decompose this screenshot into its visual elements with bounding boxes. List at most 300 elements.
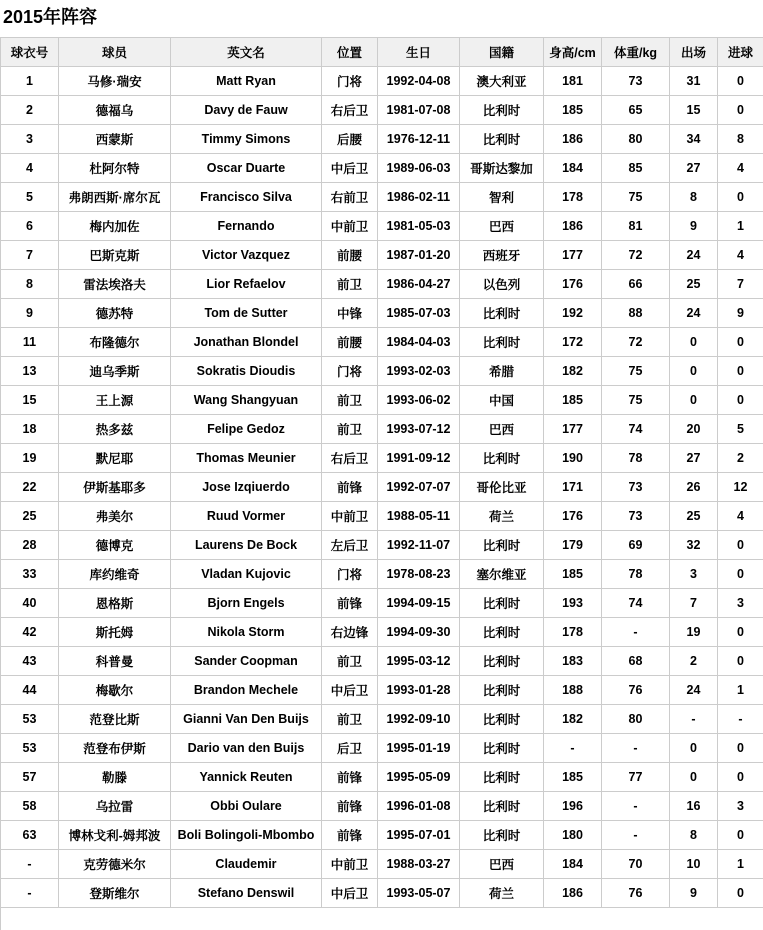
cell-birthday: 1988-03-27	[378, 850, 460, 879]
cell-weight_kg: 68	[602, 647, 670, 676]
cell-nationality: 比利时	[460, 328, 544, 357]
cell-weight_kg: -	[602, 821, 670, 850]
cell-height_cm: 178	[544, 618, 602, 647]
cell-weight_kg: 70	[602, 850, 670, 879]
cell-nationality: 比利时	[460, 821, 544, 850]
cell-height_cm: 192	[544, 299, 602, 328]
empty-cell	[1, 908, 763, 930]
cell-player: 科普曼	[59, 647, 171, 676]
cell-height_cm: 190	[544, 444, 602, 473]
cell-nationality: 比利时	[460, 125, 544, 154]
cell-appearances: 0	[670, 386, 718, 415]
cell-english_name: Sokratis Dioudis	[171, 357, 322, 386]
cell-number: 43	[1, 647, 59, 676]
cell-birthday: 1995-01-19	[378, 734, 460, 763]
cell-height_cm: 176	[544, 502, 602, 531]
table-row	[1, 705, 763, 734]
cell-height_cm: 185	[544, 763, 602, 792]
cell-goals: 3	[718, 792, 763, 821]
cell-english_name: Vladan Kujovic	[171, 560, 322, 589]
cell-appearances: 34	[670, 125, 718, 154]
cell-appearances: 3	[670, 560, 718, 589]
column-header-birthday: 生日	[378, 38, 460, 67]
cell-goals: 0	[718, 647, 763, 676]
cell-goals: 0	[718, 67, 763, 96]
cell-position: 中后卫	[322, 154, 378, 183]
cell-appearances: 0	[670, 763, 718, 792]
table-row	[1, 560, 763, 589]
cell-appearances: 0	[670, 734, 718, 763]
cell-player: 登斯维尔	[59, 879, 171, 908]
cell-number: 42	[1, 618, 59, 647]
cell-height_cm: 171	[544, 473, 602, 502]
cell-goals: 5	[718, 415, 763, 444]
cell-number: 1	[1, 67, 59, 96]
cell-position: 中锋	[322, 299, 378, 328]
cell-height_cm: 185	[544, 560, 602, 589]
cell-english_name: Ruud Vormer	[171, 502, 322, 531]
cell-number: 25	[1, 502, 59, 531]
cell-position: 门将	[322, 67, 378, 96]
cell-height_cm: 196	[544, 792, 602, 821]
cell-player: 范登布伊斯	[59, 734, 171, 763]
cell-player: 德福乌	[59, 96, 171, 125]
table-row	[1, 618, 763, 647]
cell-appearances: 8	[670, 821, 718, 850]
cell-player: 马修·瑞安	[59, 67, 171, 96]
cell-height_cm: 179	[544, 531, 602, 560]
cell-appearances: 27	[670, 444, 718, 473]
table-row	[1, 183, 763, 212]
cell-position: 中前卫	[322, 502, 378, 531]
cell-weight_kg: 69	[602, 531, 670, 560]
cell-position: 前锋	[322, 763, 378, 792]
cell-number: 28	[1, 531, 59, 560]
cell-player: 杜阿尔特	[59, 154, 171, 183]
cell-height_cm: 181	[544, 67, 602, 96]
table-row	[1, 473, 763, 502]
cell-nationality: 希腊	[460, 357, 544, 386]
cell-english_name: Felipe Gedoz	[171, 415, 322, 444]
cell-nationality: 智利	[460, 183, 544, 212]
cell-height_cm: 186	[544, 125, 602, 154]
cell-goals: 0	[718, 879, 763, 908]
table-row	[1, 270, 763, 299]
table-row	[1, 792, 763, 821]
cell-birthday: 1984-04-03	[378, 328, 460, 357]
cell-birthday: 1993-07-12	[378, 415, 460, 444]
cell-birthday: 1986-02-11	[378, 183, 460, 212]
cell-height_cm: 186	[544, 879, 602, 908]
cell-weight_kg: 76	[602, 879, 670, 908]
cell-number: 5	[1, 183, 59, 212]
cell-goals: 12	[718, 473, 763, 502]
cell-birthday: 1993-01-28	[378, 676, 460, 705]
cell-goals: 0	[718, 328, 763, 357]
cell-height_cm: 186	[544, 212, 602, 241]
table-row	[1, 154, 763, 183]
cell-nationality: 比利时	[460, 299, 544, 328]
cell-height_cm: 172	[544, 328, 602, 357]
table-row	[1, 67, 763, 96]
cell-player: 勒滕	[59, 763, 171, 792]
table-row	[1, 444, 763, 473]
cell-appearances: 27	[670, 154, 718, 183]
cell-weight_kg: 73	[602, 502, 670, 531]
cell-birthday: 1992-09-10	[378, 705, 460, 734]
table-row	[1, 647, 763, 676]
cell-goals: 0	[718, 386, 763, 415]
cell-weight_kg: 80	[602, 125, 670, 154]
cell-number: 19	[1, 444, 59, 473]
cell-goals: 0	[718, 531, 763, 560]
column-header-goals: 进球	[718, 38, 763, 67]
cell-player: 梅歇尔	[59, 676, 171, 705]
cell-nationality: 比利时	[460, 618, 544, 647]
cell-birthday: 1981-05-03	[378, 212, 460, 241]
table-row	[1, 386, 763, 415]
table-row	[1, 676, 763, 705]
cell-birthday: 1986-04-27	[378, 270, 460, 299]
cell-player: 王上源	[59, 386, 171, 415]
cell-number: 53	[1, 734, 59, 763]
cell-position: 前卫	[322, 386, 378, 415]
cell-position: 前锋	[322, 821, 378, 850]
cell-height_cm: 184	[544, 154, 602, 183]
column-header-player: 球员	[59, 38, 171, 67]
cell-nationality: 比利时	[460, 763, 544, 792]
cell-weight_kg: 75	[602, 183, 670, 212]
cell-weight_kg: -	[602, 734, 670, 763]
cell-english_name: Bjorn Engels	[171, 589, 322, 618]
cell-number: -	[1, 879, 59, 908]
cell-weight_kg: 77	[602, 763, 670, 792]
cell-birthday: 1992-11-07	[378, 531, 460, 560]
cell-birthday: 1987-01-20	[378, 241, 460, 270]
cell-birthday: 1994-09-30	[378, 618, 460, 647]
cell-birthday: 1991-09-12	[378, 444, 460, 473]
cell-nationality: 以色列	[460, 270, 544, 299]
cell-birthday: 1993-05-07	[378, 879, 460, 908]
cell-number: 33	[1, 560, 59, 589]
cell-number: 15	[1, 386, 59, 415]
cell-english_name: Claudemir	[171, 850, 322, 879]
cell-player: 弗朗西斯·席尔瓦	[59, 183, 171, 212]
cell-height_cm: 184	[544, 850, 602, 879]
cell-position: 前卫	[322, 647, 378, 676]
cell-english_name: Brandon Mechele	[171, 676, 322, 705]
table-row	[1, 212, 763, 241]
cell-weight_kg: 73	[602, 67, 670, 96]
cell-goals: 3	[718, 589, 763, 618]
cell-birthday: 1989-06-03	[378, 154, 460, 183]
cell-birthday: 1993-06-02	[378, 386, 460, 415]
cell-player: 德博克	[59, 531, 171, 560]
cell-weight_kg: 74	[602, 589, 670, 618]
cell-number: 2	[1, 96, 59, 125]
cell-english_name: Jose Izqiuerdo	[171, 473, 322, 502]
cell-number: 9	[1, 299, 59, 328]
cell-position: 前卫	[322, 705, 378, 734]
cell-appearances: 20	[670, 415, 718, 444]
cell-appearances: 32	[670, 531, 718, 560]
cell-goals: -	[718, 705, 763, 734]
cell-nationality: 西班牙	[460, 241, 544, 270]
cell-english_name: Jonathan Blondel	[171, 328, 322, 357]
cell-english_name: Thomas Meunier	[171, 444, 322, 473]
cell-birthday: 1996-01-08	[378, 792, 460, 821]
cell-position: 中前卫	[322, 212, 378, 241]
cell-goals: 0	[718, 821, 763, 850]
cell-goals: 1	[718, 850, 763, 879]
cell-number: 18	[1, 415, 59, 444]
table-row	[1, 879, 763, 908]
column-header-number: 球衣号	[1, 38, 59, 67]
cell-english_name: Matt Ryan	[171, 67, 322, 96]
table-row	[1, 734, 763, 763]
cell-player: 布隆德尔	[59, 328, 171, 357]
cell-height_cm: 188	[544, 676, 602, 705]
cell-player: 西蒙斯	[59, 125, 171, 154]
page-title: 2015年阵容	[3, 7, 98, 27]
cell-number: -	[1, 850, 59, 879]
cell-number: 6	[1, 212, 59, 241]
cell-goals: 4	[718, 241, 763, 270]
cell-appearances: 16	[670, 792, 718, 821]
cell-player: 巴斯克斯	[59, 241, 171, 270]
cell-appearances: 7	[670, 589, 718, 618]
cell-goals: 0	[718, 763, 763, 792]
column-header-nationality: 国籍	[460, 38, 544, 67]
cell-nationality: 巴西	[460, 415, 544, 444]
cell-position: 右后卫	[322, 444, 378, 473]
cell-english_name: Sander Coopman	[171, 647, 322, 676]
cell-weight_kg: 78	[602, 444, 670, 473]
cell-position: 前锋	[322, 473, 378, 502]
cell-english_name: Timmy Simons	[171, 125, 322, 154]
cell-goals: 0	[718, 618, 763, 647]
cell-english_name: Yannick Reuten	[171, 763, 322, 792]
table-body	[1, 67, 763, 930]
cell-goals: 0	[718, 560, 763, 589]
cell-height_cm: 176	[544, 270, 602, 299]
cell-height_cm: 182	[544, 357, 602, 386]
cell-nationality: 荷兰	[460, 502, 544, 531]
cell-nationality: 荷兰	[460, 879, 544, 908]
cell-appearances: 9	[670, 879, 718, 908]
cell-weight_kg: 76	[602, 676, 670, 705]
cell-appearances: 26	[670, 473, 718, 502]
cell-player: 雷法埃洛夫	[59, 270, 171, 299]
cell-english_name: Wang Shangyuan	[171, 386, 322, 415]
cell-number: 7	[1, 241, 59, 270]
cell-birthday: 1995-05-09	[378, 763, 460, 792]
cell-height_cm: 177	[544, 241, 602, 270]
cell-player: 库约维奇	[59, 560, 171, 589]
cell-nationality: 比利时	[460, 676, 544, 705]
cell-number: 22	[1, 473, 59, 502]
cell-number: 53	[1, 705, 59, 734]
cell-position: 右后卫	[322, 96, 378, 125]
cell-appearances: 15	[670, 96, 718, 125]
cell-birthday: 1988-05-11	[378, 502, 460, 531]
cell-player: 默尼耶	[59, 444, 171, 473]
cell-weight_kg: 75	[602, 386, 670, 415]
cell-birthday: 1981-07-08	[378, 96, 460, 125]
cell-position: 前卫	[322, 415, 378, 444]
cell-goals: 4	[718, 502, 763, 531]
cell-goals: 1	[718, 676, 763, 705]
cell-position: 中后卫	[322, 879, 378, 908]
table-row	[1, 763, 763, 792]
table-row	[1, 241, 763, 270]
cell-height_cm: 185	[544, 96, 602, 125]
cell-position: 前腰	[322, 328, 378, 357]
cell-appearances: 8	[670, 183, 718, 212]
cell-appearances: 2	[670, 647, 718, 676]
cell-birthday: 1993-02-03	[378, 357, 460, 386]
cell-goals: 2	[718, 444, 763, 473]
cell-player: 乌拉雷	[59, 792, 171, 821]
cell-weight_kg: 65	[602, 96, 670, 125]
cell-english_name: Gianni Van Den Buijs	[171, 705, 322, 734]
cell-player: 梅内加佐	[59, 212, 171, 241]
cell-number: 44	[1, 676, 59, 705]
cell-english_name: Lior Refaelov	[171, 270, 322, 299]
cell-nationality: 巴西	[460, 850, 544, 879]
cell-position: 门将	[322, 560, 378, 589]
cell-position: 门将	[322, 357, 378, 386]
cell-nationality: 比利时	[460, 96, 544, 125]
cell-birthday: 1985-07-03	[378, 299, 460, 328]
squad-table	[0, 37, 763, 930]
cell-height_cm: -	[544, 734, 602, 763]
cell-appearances: 0	[670, 357, 718, 386]
table-row	[1, 357, 763, 386]
cell-english_name: Oscar Duarte	[171, 154, 322, 183]
cell-weight_kg: 88	[602, 299, 670, 328]
cell-english_name: Tom de Sutter	[171, 299, 322, 328]
table-header-row	[1, 38, 763, 67]
cell-weight_kg: 72	[602, 328, 670, 357]
cell-english_name: Boli Bolingoli-Mbombo	[171, 821, 322, 850]
cell-goals: 7	[718, 270, 763, 299]
column-header-english_name: 英文名	[171, 38, 322, 67]
cell-appearances: 0	[670, 328, 718, 357]
cell-position: 右前卫	[322, 183, 378, 212]
cell-position: 中前卫	[322, 850, 378, 879]
cell-position: 中后卫	[322, 676, 378, 705]
cell-english_name: Victor Vazquez	[171, 241, 322, 270]
cell-goals: 0	[718, 183, 763, 212]
table-row	[1, 415, 763, 444]
cell-number: 3	[1, 125, 59, 154]
cell-birthday: 1992-07-07	[378, 473, 460, 502]
column-header-weight_kg: 体重/kg	[602, 38, 670, 67]
cell-goals: 4	[718, 154, 763, 183]
cell-nationality: 比利时	[460, 647, 544, 676]
cell-english_name: Dario van den Buijs	[171, 734, 322, 763]
cell-birthday: 1995-03-12	[378, 647, 460, 676]
cell-weight_kg: 66	[602, 270, 670, 299]
cell-birthday: 1994-09-15	[378, 589, 460, 618]
column-header-appearances: 出场	[670, 38, 718, 67]
cell-appearances: 24	[670, 241, 718, 270]
squad-page	[0, 7, 763, 930]
cell-weight_kg: 75	[602, 357, 670, 386]
cell-player: 斯托姆	[59, 618, 171, 647]
column-header-height_cm: 身高/cm	[544, 38, 602, 67]
cell-position: 左后卫	[322, 531, 378, 560]
cell-weight_kg: 73	[602, 473, 670, 502]
cell-player: 博林戈利-姆邦波	[59, 821, 171, 850]
table-row	[1, 96, 763, 125]
cell-player: 伊斯基耶多	[59, 473, 171, 502]
cell-number: 57	[1, 763, 59, 792]
table-row	[1, 328, 763, 357]
cell-birthday: 1976-12-11	[378, 125, 460, 154]
cell-weight_kg: 78	[602, 560, 670, 589]
cell-nationality: 澳大利亚	[460, 67, 544, 96]
cell-number: 11	[1, 328, 59, 357]
cell-nationality: 比利时	[460, 531, 544, 560]
cell-weight_kg: 72	[602, 241, 670, 270]
cell-nationality: 比利时	[460, 589, 544, 618]
table-row	[1, 502, 763, 531]
cell-english_name: Laurens De Bock	[171, 531, 322, 560]
cell-appearances: 25	[670, 270, 718, 299]
cell-english_name: Francisco Silva	[171, 183, 322, 212]
cell-weight_kg: -	[602, 792, 670, 821]
cell-weight_kg: 85	[602, 154, 670, 183]
cell-position: 右边锋	[322, 618, 378, 647]
cell-appearances: -	[670, 705, 718, 734]
cell-number: 40	[1, 589, 59, 618]
cell-goals: 0	[718, 96, 763, 125]
cell-goals: 0	[718, 734, 763, 763]
cell-number: 8	[1, 270, 59, 299]
cell-appearances: 24	[670, 299, 718, 328]
cell-number: 13	[1, 357, 59, 386]
cell-nationality: 哥伦比亚	[460, 473, 544, 502]
cell-appearances: 24	[670, 676, 718, 705]
cell-nationality: 比利时	[460, 444, 544, 473]
cell-player: 恩格斯	[59, 589, 171, 618]
cell-english_name: Fernando	[171, 212, 322, 241]
column-header-position: 位置	[322, 38, 378, 67]
cell-goals: 8	[718, 125, 763, 154]
cell-height_cm: 183	[544, 647, 602, 676]
cell-position: 后腰	[322, 125, 378, 154]
cell-english_name: Davy de Fauw	[171, 96, 322, 125]
cell-goals: 0	[718, 357, 763, 386]
cell-player: 迪乌季斯	[59, 357, 171, 386]
cell-height_cm: 185	[544, 386, 602, 415]
cell-appearances: 19	[670, 618, 718, 647]
cell-position: 前锋	[322, 589, 378, 618]
cell-birthday: 1995-07-01	[378, 821, 460, 850]
table-row	[1, 531, 763, 560]
empty-partial-row	[1, 908, 763, 930]
table-row	[1, 299, 763, 328]
cell-weight_kg: -	[602, 618, 670, 647]
cell-nationality: 巴西	[460, 212, 544, 241]
cell-player: 克劳德米尔	[59, 850, 171, 879]
cell-english_name: Stefano Denswil	[171, 879, 322, 908]
cell-appearances: 10	[670, 850, 718, 879]
cell-position: 后卫	[322, 734, 378, 763]
cell-position: 前腰	[322, 241, 378, 270]
